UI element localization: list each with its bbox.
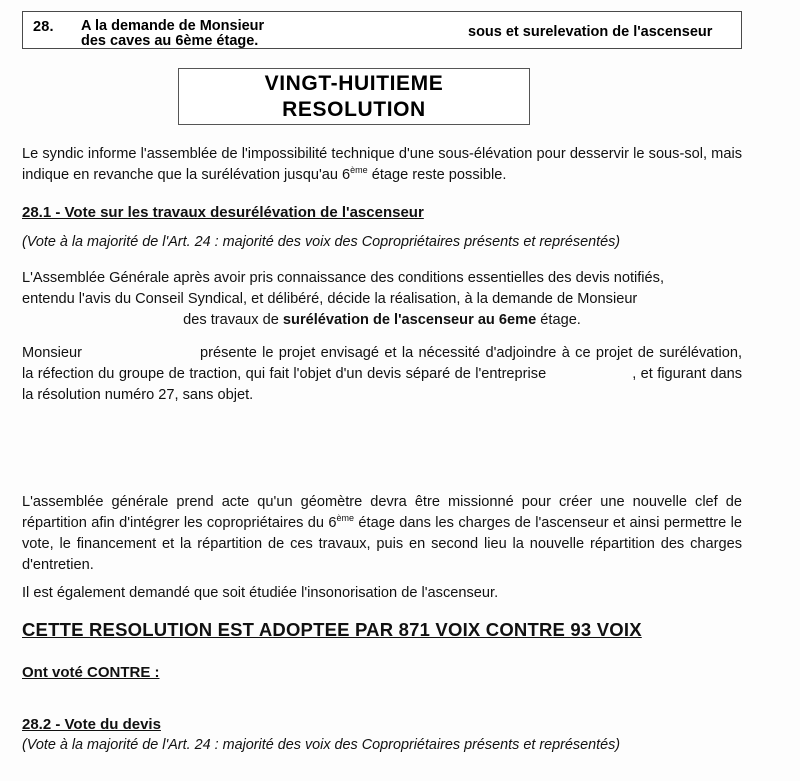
header-left-line1: A la demande de Monsieur [81, 18, 265, 34]
geometre-text-b: étage dans les charges de l'ascenseur et ainsi permettre le vote, le financement et la répartition de ces travaux, puis en second lieu la nouvelle répartition des charges d'entretien. [22, 515, 743, 573]
header-box-left [22, 11, 290, 49]
adoption-statement: CETTE RESOLUTION EST ADOPTEE PAR 871 VOIX CONTRE 93 VOIX [22, 619, 642, 640]
resolution-title-line2: RESOLUTION [282, 98, 426, 121]
intro-text-a: Le syndic informe l'assemblée de l'impossibilité technique d'une sous-élévation pour desservir le sous-sol, mais indique en revanche que la surélévation jusqu'au 6 [22, 146, 742, 183]
resolution-item-number: 28. [33, 19, 54, 35]
ag-line-3 [22, 310, 742, 331]
ag-line3-prefix: des travaux de [183, 312, 283, 328]
vote-rule-28-1: (Vote à la majorité de l'Art. 24 : majorité des voix des Copropriétaires présents et représentés) [22, 234, 621, 250]
header-left-line2: des caves au 6ème étage. [81, 33, 259, 49]
geometre-text-a: L'assemblée générale prend acte qu'un géomètre devra être missionné pour créer une nouvelle clef de répartition afin d'intégrer les copropriétaires du 6 [22, 494, 742, 531]
geometre-paragraph [22, 492, 742, 576]
monsieur-paragraph [22, 343, 742, 406]
intro-paragraph [22, 144, 742, 186]
intro-text-b: étage reste possible. [367, 167, 507, 183]
voted-against-label: Ont voté CONTRE : [22, 664, 160, 681]
ordinal-suffix: ème [350, 165, 368, 176]
vote-rule-28-2: (Vote à la majorité de l'Art. 24 : majorité des voix des Copropriétaires présents et représentés) [22, 737, 621, 753]
header-right-text: sous et surelevation de l'ascenseur [468, 24, 713, 40]
section-heading-28-1: 28.1 - Vote sur les travaux desurélévation de l'ascenseur [22, 204, 424, 221]
header-banner [22, 11, 742, 49]
resolution-title-line1: VINGT-HUITIEME [264, 72, 444, 95]
insonorisation-paragraph: Il est également demandé que soit étudiée l'insonorisation de l'ascenseur. [22, 585, 499, 601]
monsieur-text-part1: présente le projet envisagé et la nécessité d'adjoindre à ce projet de surélévation, la réfection du groupe de traction, qui fait l'objet d'un devis séparé de l'entreprise [22, 345, 742, 382]
section-heading-28-2: 28.2 - Vote du devis [22, 716, 161, 733]
ordinal-suffix: ème [336, 513, 355, 524]
assemblee-generale-paragraph [22, 268, 742, 331]
monsieur-text-part2: , et figurant dans la résolution numéro 27, sans objet. [22, 366, 742, 403]
ag-line-2: entendu l'avis du Conseil Syndical, et délibéré, décide la réalisation, à la demande de Monsieur [22, 291, 638, 307]
monsieur-label: Monsieur [22, 345, 83, 361]
ag-line-1: L'Assemblée Générale après avoir pris connaissance des conditions essentielles des devis notifiés, [22, 270, 665, 286]
ag-line3-bold: surélévation de l'ascenseur au 6eme [282, 312, 537, 328]
resolution-title-box [178, 68, 530, 125]
ag-line3-suffix: étage. [536, 312, 581, 328]
